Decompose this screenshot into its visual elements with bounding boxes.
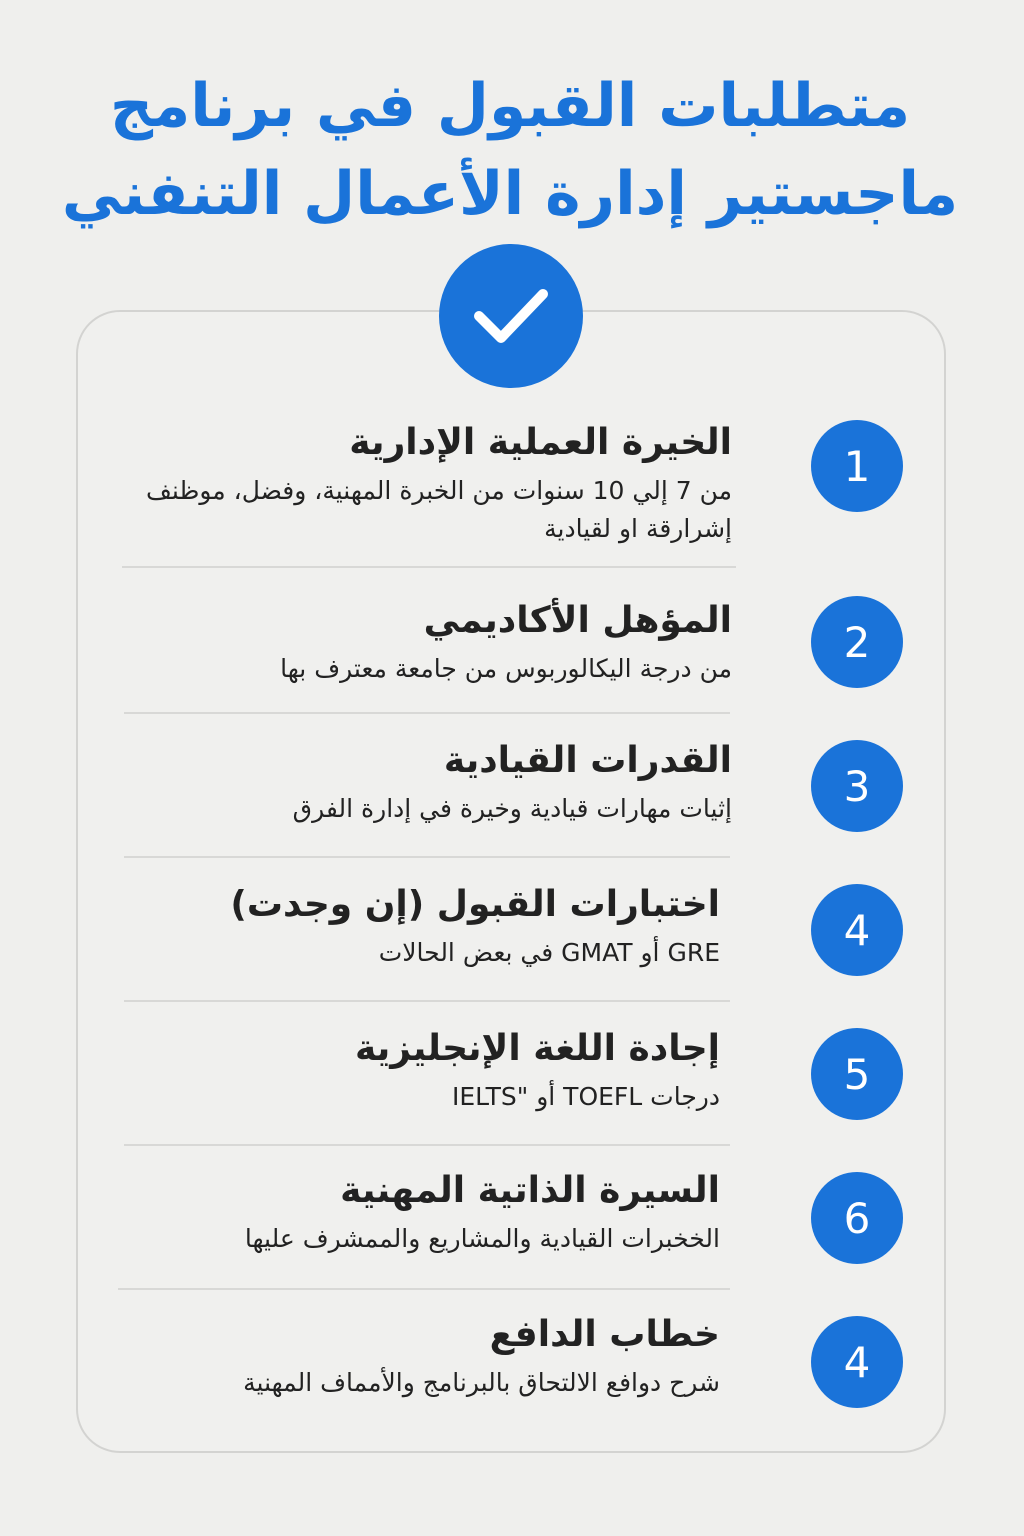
requirement-text [120, 1310, 720, 1402]
requirement-text [132, 596, 732, 688]
requirement-text [132, 736, 732, 828]
requirement-title: الخيرة العملية الإدارية [349, 422, 732, 463]
requirement-title: السيرة الذاتية المهنية [340, 1170, 720, 1211]
divider [124, 1000, 730, 1002]
requirement-text [132, 418, 732, 548]
check-icon-glyph [473, 286, 549, 346]
requirement-description: الخخبرات القيادية والمشاريع والممشرف عليها [244, 1224, 720, 1253]
requirement-description: من 7 إلي 10 سنوات من الخبرة المهنية، وفضل، موظنف إشرارقة او لقيادية [146, 476, 732, 543]
requirement-description: درجات TOEFL أو "IELTS [451, 1082, 720, 1111]
number-badge: 1 [811, 420, 903, 512]
requirement-title: اختبارات القبول (إن وجدت) [230, 884, 720, 925]
number-badge: 6 [811, 1172, 903, 1264]
requirement-title: القدرات القيادية [443, 740, 732, 781]
requirement-text [120, 880, 720, 972]
requirement-text [120, 1024, 720, 1116]
number-badge: 5 [811, 1028, 903, 1120]
divider [124, 1144, 730, 1146]
requirement-text [120, 1166, 720, 1258]
requirement-title: المؤهل الأكاديمي [423, 600, 732, 641]
requirement-description: شرح دوافع الالتحاق بالبرنامج والأمماف المهنية [243, 1368, 720, 1397]
check-icon [439, 244, 583, 388]
page-title-line-2: ماجستير إدارة الأعمال التنفني [61, 159, 959, 229]
number-badge: 2 [811, 596, 903, 688]
divider [118, 1288, 730, 1290]
requirement-title: خطاب الدافع [489, 1314, 720, 1355]
number-badge: 3 [811, 740, 903, 832]
requirement-description: GRE أو GMAT في بعض الحالات [378, 938, 720, 967]
page-title [60, 62, 960, 238]
divider [122, 566, 736, 568]
number-badge: 4 [811, 1316, 903, 1408]
number-badge: 4 [811, 884, 903, 976]
requirement-description: من درجة اليكالوربوس من جامعة معترف بها [280, 654, 732, 683]
divider [124, 712, 730, 714]
requirement-title: إجادة اللغة الإنجليزية [354, 1028, 720, 1069]
requirement-description: إثيات مهارات قيادية وخيرة في إدارة الفرق [292, 794, 732, 823]
page-title-line-1: متطلبات القبول في برنامج [109, 71, 911, 141]
divider [124, 856, 730, 858]
